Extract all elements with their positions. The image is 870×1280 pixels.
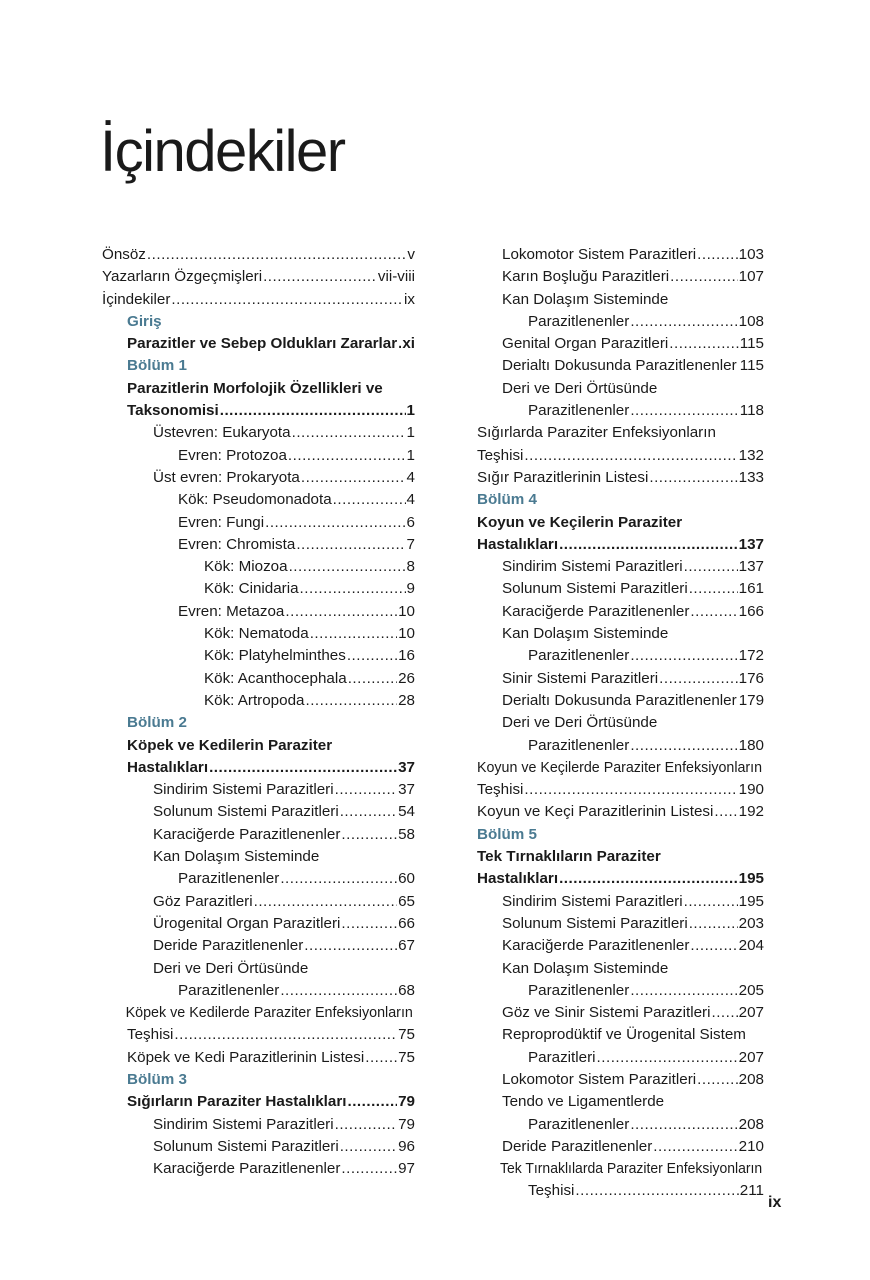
toc-entry-page: 211: [739, 1182, 764, 1200]
dot-leader: [630, 1114, 737, 1136]
toc-entry-page: 10: [398, 602, 415, 620]
toc-entry: [102, 400, 415, 422]
toc-entry: [477, 378, 764, 400]
toc-entry-label: Kan Dolaşım Sisteminde: [502, 290, 669, 308]
toc-section-heading: [102, 355, 415, 377]
toc-entry-label: Solunum Sistemi Parazitleri: [502, 580, 688, 598]
toc-entry-page: 115: [739, 357, 764, 375]
toc-entry-page: xi: [402, 335, 415, 353]
toc-entry-page: 37: [398, 758, 415, 776]
dot-leader: [738, 355, 739, 377]
toc-entry: [477, 445, 764, 467]
toc-entry: [102, 935, 415, 957]
toc-entry-page: vii-viii: [377, 268, 415, 286]
toc-entry: [102, 913, 415, 935]
dot-leader: [174, 1024, 397, 1046]
dot-leader: [296, 534, 405, 556]
dot-leader: [285, 601, 397, 623]
toc-entry-page: 8: [406, 558, 415, 576]
toc-entry-page: 1: [406, 402, 415, 420]
toc-entry-label: Koyun ve Keçilerin Paraziter: [477, 513, 683, 531]
dot-leader: [398, 333, 401, 355]
dot-leader: [335, 779, 397, 801]
toc-entry-label: Evren: Protozoa: [178, 446, 287, 464]
toc-entry-page: 1: [406, 424, 415, 442]
toc-entry: [477, 355, 764, 377]
toc-entry-label: Kök: Miozoa: [204, 558, 288, 576]
toc-entry-page: 107: [738, 268, 764, 286]
toc-entry: [102, 601, 415, 623]
toc-entry-label: Genital Organ Parazitleri: [502, 335, 669, 353]
toc-entry-label: Sindirim Sistemi Parazitleri: [153, 781, 334, 799]
dot-leader: [289, 556, 406, 578]
toc-entry: [477, 289, 764, 311]
toc-entry: [477, 757, 764, 779]
toc-entry: [102, 668, 415, 690]
toc-entry: [477, 1180, 764, 1202]
toc-entry-label: Deri ve Deri Örtüsünde: [502, 379, 658, 397]
toc-entry-label: Giriş: [127, 312, 162, 330]
toc-entry-label: Evren: Chromista: [178, 535, 296, 553]
toc-entry-label: Reproprodüktif ve Ürogenital Sistem: [502, 1026, 746, 1044]
page-number: ix: [768, 1194, 782, 1211]
toc-entry: [102, 1024, 415, 1046]
toc-entry-page: 207: [738, 1004, 764, 1022]
toc-entry-label: Bölüm 4: [477, 491, 537, 509]
toc-entry-label: Parazitlenenler: [528, 402, 630, 420]
toc-entry: [477, 779, 764, 801]
toc-entry: [102, 445, 415, 467]
toc-entry: [477, 244, 764, 266]
toc-entry-label: Göz Parazitleri: [153, 892, 253, 910]
dot-leader: [575, 1180, 738, 1202]
toc-entry-label: Ürogenital Organ Parazitleri: [153, 914, 341, 932]
toc-entry-page: 195: [738, 870, 764, 888]
toc-entry: [477, 1114, 764, 1136]
toc-left-column: [102, 244, 415, 1180]
dot-leader: [304, 935, 397, 957]
toc-entry: [477, 935, 764, 957]
toc-entry: [102, 757, 415, 779]
dot-leader: [340, 1136, 397, 1158]
toc-entry-page: 66: [398, 914, 415, 932]
toc-entry-label: Teşhisi: [477, 781, 524, 799]
toc-entry: [102, 534, 415, 556]
dot-leader: [670, 266, 738, 288]
toc-entry-label: Taksonomisi: [127, 402, 219, 420]
toc-entry-label: Üstevren: Eukaryota: [153, 424, 291, 442]
toc-entry-page: 103: [738, 246, 764, 263]
dot-leader: [340, 801, 397, 823]
toc-entry-label: Kök: Artropoda: [204, 691, 305, 709]
toc-entry: [477, 333, 764, 355]
dot-leader: [300, 578, 406, 600]
toc-entry: [102, 1002, 439, 1024]
toc-entry-label: Teşhisi: [528, 1182, 575, 1200]
toc-entry-label: Kök: Nematoda: [204, 625, 309, 643]
toc-entry: [102, 512, 415, 534]
toc-entry-page: 207: [738, 1048, 764, 1066]
toc-entry: [102, 378, 415, 400]
toc-entry: [102, 266, 415, 288]
toc-entry: [477, 958, 764, 980]
toc-entry-label: Kök: Platyhelminthes: [204, 647, 346, 665]
toc-section-heading: [102, 712, 415, 734]
toc-entry-page: 79: [398, 1093, 415, 1111]
toc-entry-page: 115: [739, 335, 764, 353]
toc-entry-page: 10: [398, 625, 415, 643]
toc-entry-page: 179: [738, 691, 764, 709]
toc-entry-label: Parazitlerin Morfolojik Özellikleri ve: [127, 379, 383, 397]
dot-leader: [341, 1158, 397, 1180]
dot-leader: [288, 445, 406, 467]
toc-right-column: [477, 244, 764, 1203]
toc-entry-label: Önsöz: [102, 246, 146, 263]
toc-entry: [477, 735, 764, 757]
dot-leader: [697, 1069, 738, 1091]
dot-leader: [711, 1002, 737, 1024]
dot-leader: [689, 578, 738, 600]
toc-entry-page: 180: [738, 736, 764, 754]
dot-leader: [684, 891, 738, 913]
toc-entry-label: Deri ve Deri Örtüsünde: [502, 714, 658, 732]
toc-entry: [477, 868, 764, 890]
dot-leader: [559, 534, 738, 556]
toc-entry: [477, 601, 764, 623]
dot-leader: [292, 422, 406, 444]
toc-entry: [102, 422, 415, 444]
toc-entry: [102, 868, 415, 890]
toc-entry-label: Teşhisi: [477, 446, 524, 464]
toc-entry-label: Köpek ve Kedilerin Paraziter: [127, 736, 333, 754]
toc-entry-page: 172: [738, 647, 764, 665]
toc-entry-label: Koyun ve Keçilerde Paraziter Enfeksiyonların: [477, 758, 763, 776]
toc-entry-label: Solunum Sistemi Parazitleri: [502, 914, 688, 932]
toc-entry-label: Bölüm 3: [127, 1070, 187, 1088]
toc-entry: [477, 980, 764, 1002]
toc-entry: [477, 512, 764, 534]
toc-entry-label: Bölüm 1: [127, 357, 187, 375]
toc-entry: [477, 1158, 787, 1180]
toc-entry: [102, 556, 415, 578]
toc-entry: [102, 824, 415, 846]
toc-entry-label: Karaciğerde Parazitlenenler: [153, 1160, 341, 1178]
dot-leader: [669, 333, 738, 355]
dot-leader: [630, 980, 737, 1002]
toc-entry: [477, 400, 764, 422]
toc-entry-page: 9: [406, 580, 415, 598]
toc-entry-label: Lokomotor Sistem Parazitleri: [502, 1070, 697, 1088]
toc-entry-label: Üst evren: Prokaryota: [153, 468, 300, 486]
toc-section-heading: [477, 824, 764, 846]
toc-entry-label: Karaciğerde Parazitlenenler: [502, 937, 690, 955]
dot-leader: [630, 645, 737, 667]
dot-leader: [301, 467, 406, 489]
toc-entry-page: 28: [398, 691, 415, 709]
toc-entry-label: Karın Boşluğu Parazitleri: [502, 268, 670, 286]
toc-entry-page: 108: [738, 312, 764, 330]
toc-entry: [477, 578, 764, 600]
dot-leader: [653, 1136, 737, 1158]
toc-entry-label: Evren: Fungi: [178, 513, 265, 531]
dot-leader: [254, 891, 397, 913]
toc-entry-label: Tek Tırnaklılarda Paraziter Enfeksiyonların: [499, 1160, 763, 1178]
toc-entry-label: Parazitlenenler: [528, 312, 630, 330]
toc-entry: [102, 980, 415, 1002]
dot-leader: [341, 913, 397, 935]
dot-leader: [684, 556, 738, 578]
dot-leader: [649, 467, 737, 489]
toc-entry-label: Kök: Cinidaria: [204, 580, 299, 598]
toc-entry-page: 26: [398, 669, 415, 687]
dot-leader: [335, 1114, 397, 1136]
toc-entry: [102, 779, 415, 801]
toc-entry-label: Kök: Acanthocephala: [204, 669, 347, 687]
toc-entry: [477, 846, 764, 868]
toc-entry-label: Deri ve Deri Örtüsünde: [153, 959, 309, 977]
toc-entry-label: Parazitlenenler: [528, 1115, 630, 1133]
toc-entry-page: 68: [398, 981, 415, 999]
toc-entry: [477, 1024, 764, 1046]
dot-leader: [280, 980, 397, 1002]
toc-entry-label: Bölüm 5: [477, 825, 537, 843]
toc-entry-page: 75: [398, 1026, 415, 1044]
toc-entry-page: 65: [398, 892, 415, 910]
toc-entry-label: Hastalıkları: [477, 535, 559, 553]
toc-entry-label: Koyun ve Keçi Parazitlerinin Listesi: [477, 803, 714, 821]
toc-entry-label: Derialtı Dokusunda Parazitlenenler: [502, 357, 737, 375]
toc-entry: [477, 422, 764, 444]
dot-leader: [171, 289, 403, 311]
toc-entry: [102, 1136, 415, 1158]
toc-entry-page: 203: [738, 914, 764, 932]
toc-entry-page: 60: [398, 870, 415, 888]
dot-leader: [209, 757, 397, 779]
toc-entry-page: 37: [398, 781, 415, 799]
toc-entry-page: 79: [398, 1115, 415, 1133]
dot-leader: [559, 868, 738, 890]
toc-entry-label: Solunum Sistemi Parazitleri: [153, 1137, 339, 1155]
dot-leader: [347, 645, 397, 667]
toc-entry-label: Sindirim Sistemi Parazitleri: [502, 892, 683, 910]
toc-entry-label: Sığır Parazitlerinin Listesi: [477, 468, 649, 486]
toc-entry: [477, 712, 764, 734]
toc-section-heading: [102, 1069, 415, 1091]
toc-entry-page: 137: [738, 558, 764, 576]
toc-entry: [102, 958, 415, 980]
toc-entry: [477, 556, 764, 578]
toc-entry-label: Parazitlenenler: [178, 981, 280, 999]
toc-entry: [477, 1091, 764, 1113]
toc-entry-page: 166: [738, 602, 764, 620]
toc-entry-label: Parazitlenenler: [528, 647, 630, 665]
toc-entry: [102, 1114, 415, 1136]
toc-entry: [102, 578, 415, 600]
toc-entry-label: Köpek ve Kedilerde Paraziter Enfeksiyonların: [125, 1004, 413, 1022]
toc-entry: [477, 266, 764, 288]
toc-entry-label: Lokomotor Sistem Parazitleri: [502, 246, 697, 263]
toc-entry-label: İçindekiler: [102, 290, 171, 308]
toc-entry: [477, 801, 764, 823]
toc-entry-label: Kök: Pseudomonadota: [178, 491, 332, 509]
toc-entry: [477, 690, 764, 712]
toc-entry: [102, 1158, 415, 1180]
dot-leader: [689, 913, 738, 935]
toc-entry-page: 132: [738, 446, 764, 464]
toc-entry: [477, 913, 764, 935]
dot-leader: [263, 266, 377, 288]
toc-entry-page: 7: [406, 535, 415, 553]
toc-entry-label: Sindirim Sistemi Parazitleri: [153, 1115, 334, 1133]
toc-entry: [102, 289, 415, 311]
toc-entry-label: Solunum Sistemi Parazitleri: [153, 803, 339, 821]
toc-entry: [102, 489, 415, 511]
toc-entry-label: Bölüm 2: [127, 714, 187, 732]
toc-entry: [477, 1069, 764, 1091]
toc-entry-label: Hastalıkları: [477, 870, 559, 888]
toc-entry-page: 97: [398, 1160, 415, 1178]
toc-entry-page: 4: [406, 468, 415, 486]
toc-entry-label: Tendo ve Ligamentlerde: [502, 1093, 665, 1111]
toc-entry: [477, 645, 764, 667]
dot-leader: [630, 311, 737, 333]
toc-entry-page: 133: [738, 468, 764, 486]
toc-entry: [477, 1002, 764, 1024]
toc-entry-label: Parazitleri: [528, 1048, 596, 1066]
toc-entry: [102, 690, 415, 712]
toc-entry-label: Parazitlenenler: [178, 870, 280, 888]
toc-entry: [477, 623, 764, 645]
dot-leader: [697, 244, 738, 266]
toc-entry: [477, 891, 764, 913]
toc-entry-page: 208: [738, 1115, 764, 1133]
dot-leader: [280, 868, 397, 890]
toc-entry-page: 67: [398, 937, 415, 955]
toc-entry: [477, 1136, 764, 1158]
toc-entry: [102, 467, 415, 489]
toc-entry: [102, 1047, 415, 1069]
dot-leader: [341, 824, 397, 846]
dot-leader: [714, 801, 737, 823]
dot-leader: [597, 1047, 738, 1069]
toc-section-heading: [477, 489, 764, 511]
toc-entry-page: 210: [738, 1137, 764, 1155]
toc-entry-label: Kan Dolaşım Sisteminde: [153, 848, 320, 866]
toc-entry-label: Sığırlarda Paraziter Enfeksiyonların: [477, 424, 716, 442]
toc-entry-page: 54: [398, 803, 415, 821]
toc-entry: [102, 244, 415, 266]
toc-entry-page: v: [407, 246, 415, 263]
toc-entry: [477, 668, 764, 690]
dot-leader: [305, 690, 397, 712]
toc-entry-page: 6: [406, 513, 415, 531]
toc-entry-page: 75: [398, 1048, 415, 1066]
dot-leader: [333, 489, 406, 511]
toc-entry-label: Köpek ve Kedi Parazitlerinin Listesi: [127, 1048, 365, 1066]
toc-entry: [102, 1091, 415, 1113]
dot-leader: [690, 601, 737, 623]
toc-entry-page: 96: [398, 1137, 415, 1155]
toc-entry: [102, 645, 415, 667]
dot-leader: [347, 1091, 397, 1113]
dot-leader: [524, 445, 737, 467]
toc-entry-label: Sinir Sistemi Parazitleri: [502, 669, 659, 687]
toc-entry: [477, 467, 764, 489]
dot-leader: [690, 935, 737, 957]
toc-entry-label: Parazitler ve Sebep Oldukları Zararlar: [127, 335, 398, 353]
toc-entry-label: Kan Dolaşım Sisteminde: [502, 625, 669, 643]
toc-entry-label: Teşhisi: [127, 1026, 174, 1044]
toc-entry: [102, 623, 415, 645]
dot-leader: [310, 623, 397, 645]
toc-entry-page: 1: [406, 446, 415, 464]
toc-entry-page: 204: [738, 937, 764, 955]
dot-leader: [265, 512, 405, 534]
dot-leader: [365, 1047, 397, 1069]
toc-entry-page: 137: [738, 535, 764, 553]
toc-entry-page: 4: [406, 491, 415, 509]
toc-entry: [477, 534, 764, 556]
toc-entry-label: Göz ve Sinir Sistemi Parazitleri: [502, 1004, 711, 1022]
toc-entry-page: 208: [738, 1070, 764, 1088]
dot-leader: [147, 244, 407, 266]
toc-entry-label: Derialtı Dokusunda Parazitlenenler: [502, 691, 737, 709]
dot-leader: [659, 668, 738, 690]
toc-entry: [102, 801, 415, 823]
toc-entry: [102, 891, 415, 913]
dot-leader: [630, 400, 738, 422]
toc-entry-page: ix: [404, 290, 415, 308]
toc-entry-label: Deride Parazitlenenler: [153, 937, 304, 955]
toc-entry: [102, 735, 415, 757]
toc-section-heading: [102, 311, 415, 333]
dot-leader: [524, 779, 737, 801]
toc-entry-page: 205: [738, 981, 764, 999]
toc-entry-page: 176: [738, 669, 764, 687]
dot-leader: [630, 735, 737, 757]
toc-entry-label: Yazarların Özgeçmişleri: [102, 268, 263, 286]
toc-entry-label: Karaciğerde Parazitlenenler: [153, 825, 341, 843]
toc-entry-page: 118: [739, 402, 764, 420]
toc-entry-label: Deride Parazitlenenler: [502, 1137, 653, 1155]
toc-entry-label: Hastalıkları: [127, 758, 209, 776]
toc-entry-label: Tek Tırnaklıların Paraziter: [477, 848, 661, 866]
toc-entry-page: 192: [738, 803, 764, 821]
toc-entry-page: 190: [738, 781, 764, 799]
toc-entry-page: 161: [738, 580, 764, 598]
toc-entry-label: Karaciğerde Parazitlenenler: [502, 602, 690, 620]
toc-entry: [477, 1047, 764, 1069]
toc-entry: [102, 333, 415, 355]
toc-entry: [477, 311, 764, 333]
toc-entry-label: Sığırların Paraziter Hastalıkları: [127, 1093, 347, 1111]
toc-entry-label: Sindirim Sistemi Parazitleri: [502, 558, 683, 576]
toc-entry-label: Kan Dolaşım Sisteminde: [502, 959, 669, 977]
page-title: İçindekiler: [100, 119, 345, 184]
dot-leader: [348, 668, 397, 690]
toc-entry-label: Parazitlenenler: [528, 981, 630, 999]
toc-entry: [102, 846, 415, 868]
toc-entry-page: 195: [738, 892, 764, 910]
dot-leader: [220, 400, 406, 422]
toc-entry-label: Evren: Metazoa: [178, 602, 285, 620]
toc-entry-label: Parazitlenenler: [528, 736, 630, 754]
toc-entry-page: 58: [398, 825, 415, 843]
toc-entry-page: 16: [398, 647, 415, 665]
